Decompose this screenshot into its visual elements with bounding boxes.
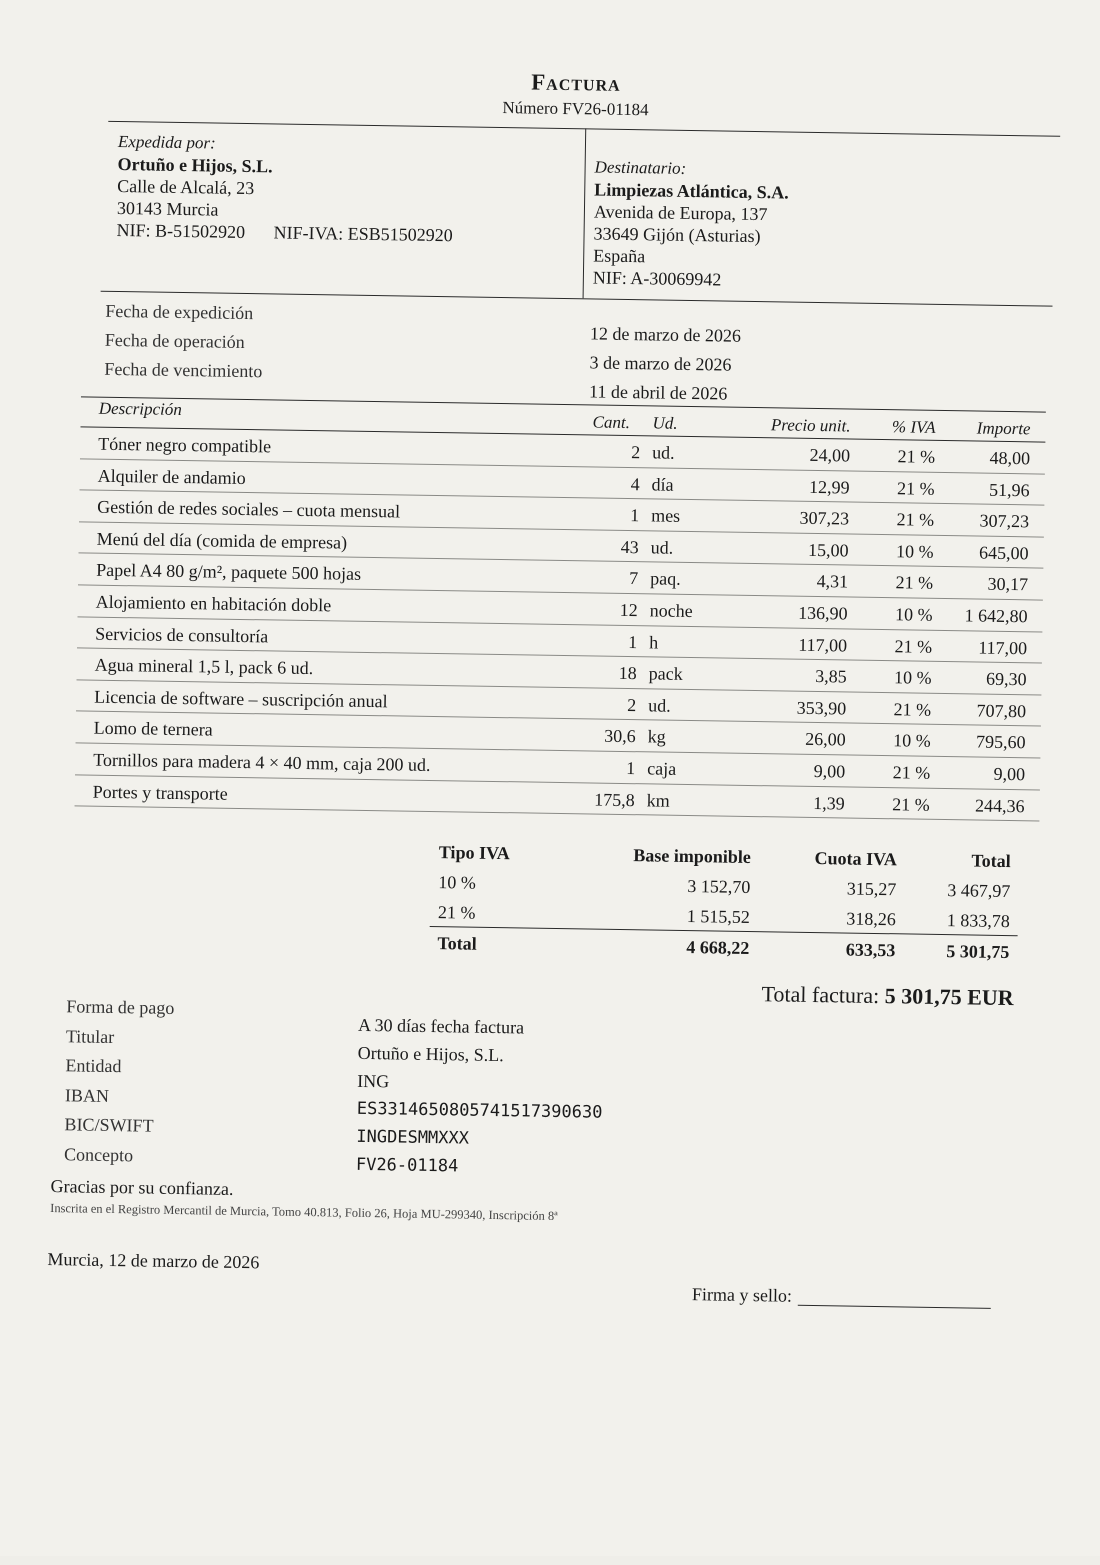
- header-unit: Ud.: [652, 413, 678, 433]
- signature-area: [692, 1284, 991, 1310]
- item-unit-price: 15,00: [807, 539, 849, 561]
- payment-iban-value: ES3314650805741517390630: [356, 1098, 603, 1123]
- recipient-address-line1: Avenida de Europa, 137: [593, 201, 768, 225]
- item-unit: noche: [649, 600, 693, 622]
- vat-summary-table: [429, 836, 1019, 968]
- item-unit-price: 12,99: [808, 476, 850, 498]
- item-quantity: 43: [620, 536, 639, 557]
- item-vat-rate: 21 %: [895, 572, 934, 594]
- item-quantity: 2: [631, 442, 641, 463]
- grand-total-value: 5 301,75 EUR: [884, 983, 1014, 1011]
- item-amount: 707,80: [976, 700, 1027, 722]
- payment-labels: [64, 992, 175, 1171]
- item-unit-price: 9,00: [813, 760, 846, 782]
- item-quantity: 12: [619, 599, 638, 621]
- items-body: [75, 427, 1046, 821]
- item-description: Gestión de redes sociales – cuota mensual: [97, 496, 401, 522]
- operation-date-label: Fecha de operación: [104, 329, 245, 352]
- registry-note: Inscrita en el Registro Mercantil de Murcia, Tomo 40.813, Folio 26, Hoja MU-299340, Inscripción 8ª: [50, 1201, 558, 1224]
- vat-row-cuota: 318,26: [846, 908, 897, 930]
- issuer-label: Expedida por:: [117, 131, 216, 153]
- issue-date-label: Fecha de expedición: [105, 300, 254, 324]
- vat-totals-total: 5 301,75: [946, 941, 1010, 963]
- vat-row-type: 21 %: [437, 902, 476, 923]
- item-amount: 51,96: [988, 479, 1030, 500]
- signature-label: Firma y sello:: [691, 1284, 793, 1306]
- item-unit-price: 307,23: [799, 507, 850, 529]
- vat-header-total: Total: [971, 850, 1011, 872]
- item-vat-rate: 10 %: [895, 541, 934, 562]
- payment-bic-label: BIC/SWIFT: [64, 1114, 154, 1136]
- item-amount: 30,17: [987, 574, 1029, 595]
- item-unit: día: [651, 473, 674, 495]
- item-quantity: 30,6: [604, 726, 636, 747]
- item-unit: kg: [647, 726, 666, 747]
- recipient-block: [593, 156, 790, 291]
- item-unit-price: 3,85: [815, 666, 847, 687]
- item-amount: 795,60: [975, 731, 1026, 753]
- item-description: Papel A4 80 g/m², paquete 500 hojas: [96, 560, 362, 585]
- item-unit-price: 4,31: [816, 571, 849, 592]
- issuer-nif: NIF: B-51502920: [116, 219, 246, 242]
- payment-concept-label: Concepto: [63, 1143, 134, 1165]
- due-date-value: 11 de abril de 2026: [588, 381, 728, 404]
- vat-row-cuota: 315,27: [846, 878, 897, 900]
- item-quantity: 7: [629, 568, 639, 589]
- item-unit-price: 1,39: [813, 792, 845, 814]
- item-quantity: 1: [628, 631, 638, 652]
- item-unit-price: 26,00: [805, 729, 846, 750]
- recipient-name: Limpiezas Atlántica, S.A.: [594, 179, 789, 203]
- item-unit: caja: [647, 758, 677, 779]
- item-quantity: 2: [627, 694, 637, 715]
- item-description: Portes y transporte: [92, 781, 228, 804]
- item-unit-price: 353,90: [796, 697, 847, 719]
- item-vat-rate: 21 %: [897, 446, 936, 467]
- vat-totals-cuota: 633,53: [845, 939, 896, 961]
- vat-row-total: 3 467,97: [947, 880, 1011, 902]
- item-description: Tornillos para madera 4 × 40 mm, caja 200 ud.: [93, 749, 431, 775]
- vat-row-base: 1 515,52: [686, 906, 751, 927]
- item-amount: 307,23: [979, 510, 1030, 532]
- signature-line: [798, 1305, 991, 1309]
- thanks-note: Gracias por su confianza.: [50, 1176, 234, 1199]
- issuer-address-line2: 30143 Murcia: [116, 197, 219, 220]
- due-date-label: Fecha de vencimiento: [104, 358, 263, 382]
- date-labels: [104, 297, 263, 386]
- vat-row-total: 1 833,78: [946, 910, 1010, 932]
- header-amount: Importe: [976, 418, 1031, 439]
- header-quantity: Cant.: [592, 412, 631, 433]
- item-quantity: 18: [618, 663, 637, 684]
- item-description: Alquiler de andamio: [97, 465, 246, 488]
- item-unit: pack: [648, 663, 683, 685]
- payment-bank-label: Entidad: [65, 1055, 122, 1077]
- vat-totals-label: Total: [437, 933, 477, 954]
- item-unit: ud.: [651, 442, 675, 463]
- payment-bank-value: ING: [357, 1070, 390, 1092]
- item-vat-rate: 21 %: [896, 509, 935, 531]
- date-values: [589, 319, 741, 408]
- vat-header-base: Base imponible: [633, 845, 751, 868]
- item-vat-rate: 21 %: [892, 762, 931, 783]
- payment-holder-label: Titular: [65, 1025, 115, 1047]
- vat-row-base: 3 152,70: [687, 876, 751, 898]
- item-quantity: 4: [630, 473, 640, 494]
- payment-holder-value: Ortuño e Hijos, S.L.: [357, 1042, 504, 1066]
- item-description: Alojamiento en habitación doble: [95, 591, 332, 616]
- item-amount: 9,00: [993, 763, 1026, 785]
- recipient-country: España: [593, 245, 646, 267]
- item-amount: 117,00: [978, 637, 1028, 658]
- operation-date-value: 3 de marzo de 2026: [589, 352, 732, 375]
- item-vat-rate: 21 %: [893, 698, 932, 720]
- issue-date-value: 12 de marzo de 2026: [589, 323, 742, 346]
- payment-method-value: A 30 días fecha factura: [357, 1014, 525, 1038]
- invoice-number: Número FV26-01184: [502, 98, 649, 120]
- item-unit-price: 24,00: [809, 444, 851, 466]
- item-unit: km: [646, 789, 670, 811]
- header-description: Descripción: [98, 398, 183, 420]
- item-amount: 1 642,80: [964, 605, 1028, 627]
- item-amount: 244,36: [975, 795, 1025, 816]
- item-vat-rate: 10 %: [894, 604, 933, 625]
- grand-total: [761, 981, 1013, 1011]
- item-quantity: 1: [626, 757, 636, 779]
- item-amount: 645,00: [978, 542, 1029, 564]
- payment-method-label: Forma de pago: [66, 996, 175, 1018]
- item-description: Tóner negro compatible: [98, 433, 272, 457]
- item-vat-rate: 10 %: [893, 730, 931, 752]
- vat-header-type: Tipo IVA: [438, 842, 510, 864]
- issuer-nif-iva: NIF-IVA: ESB51502920: [273, 222, 453, 246]
- vat-row-type: 10 %: [438, 872, 477, 893]
- item-unit-price: 136,90: [798, 602, 848, 624]
- payment-iban-label: IBAN: [64, 1084, 110, 1106]
- item-vat-rate: 21 %: [892, 793, 930, 815]
- item-unit: ud.: [648, 695, 671, 716]
- payment-bic-value: INGDESMMXXX: [356, 1126, 470, 1149]
- recipient-nif: NIF: A-30069942: [592, 267, 722, 290]
- item-description: Lomo de ternera: [93, 718, 213, 740]
- item-description: Agua mineral 1,5 l, pack 6 ud.: [94, 654, 314, 679]
- item-amount: 48,00: [989, 447, 1031, 469]
- vat-totals-base: 4 668,22: [686, 937, 750, 958]
- item-unit: h: [649, 631, 659, 653]
- item-unit: mes: [651, 505, 681, 527]
- recipient-address-line2: 33649 Gijón (Asturias): [593, 223, 761, 247]
- recipient-label: Destinatario:: [594, 157, 687, 178]
- issuer-block: [116, 131, 454, 246]
- line-items-table: [75, 396, 1046, 821]
- party-divider: [583, 128, 587, 298]
- invoice-title: Factura: [531, 69, 621, 96]
- issuer-name: Ortuño e Hijos, S.L.: [117, 153, 273, 177]
- issuer-tax-ids: [116, 219, 453, 246]
- item-amount: 69,30: [985, 668, 1027, 690]
- payment-concept-value: FV26-01184: [355, 1154, 459, 1177]
- item-vat-rate: 21 %: [896, 477, 935, 499]
- vat-header-cuota: Cuota IVA: [814, 848, 897, 870]
- item-unit: paq.: [650, 568, 681, 590]
- item-description: Licencia de software – suscripción anual: [94, 686, 388, 712]
- item-description: Menú del día (comida de empresa): [96, 528, 348, 553]
- item-quantity: 175,8: [594, 789, 635, 810]
- issuer-address-line1: Calle de Alcalá, 23: [117, 175, 255, 199]
- place-date: Murcia, 12 de marzo de 2026: [47, 1249, 260, 1273]
- payment-values: [356, 1011, 604, 1183]
- header-unit-price: Precio unit.: [770, 415, 851, 436]
- item-vat-rate: 10 %: [893, 667, 932, 688]
- header-vat-rate: % IVA: [891, 417, 936, 437]
- grand-total-label: Total factura:: [761, 981, 880, 1009]
- item-description: Servicios de consultoría: [95, 623, 269, 646]
- item-quantity: 1: [630, 505, 640, 526]
- item-vat-rate: 21 %: [894, 635, 933, 657]
- item-unit-price: 117,00: [798, 634, 848, 656]
- item-unit: ud.: [650, 537, 674, 558]
